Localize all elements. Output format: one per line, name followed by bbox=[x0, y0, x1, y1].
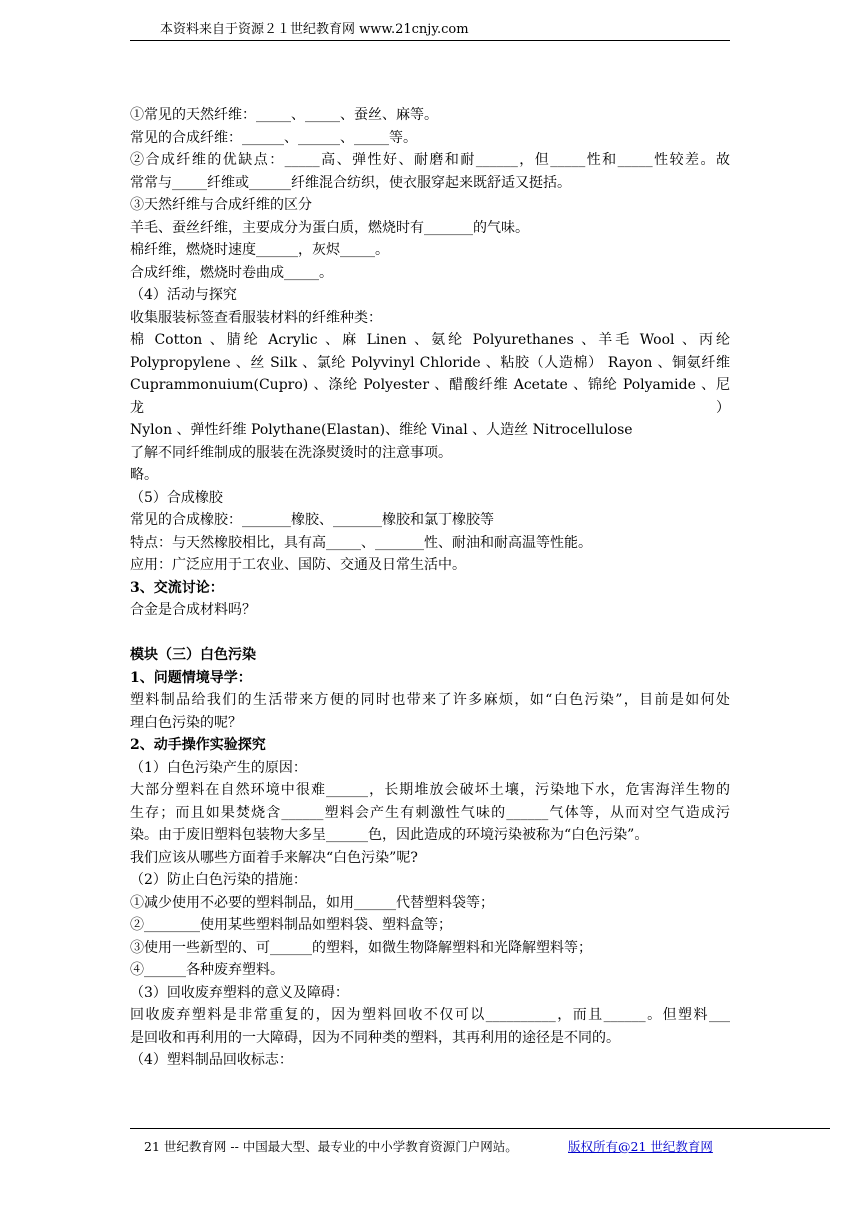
text-line: 棉 Cotton 、腈纶 Acrylic 、麻 Linen 、氨纶 Polyurethanes 、羊毛 Wool 、丙纶 bbox=[130, 332, 730, 348]
text-line: 塑料制品给我们的生活带来方便的同时也带来了许多麻烦，如“白色污染”，目前是如何处 bbox=[130, 692, 730, 708]
text-line: 染。由于废旧塑料包装物大多呈______色，因此造成的环境污染被称为“白色污染”。 bbox=[130, 827, 649, 843]
section-heading: （4）活动与探究 bbox=[130, 287, 237, 303]
section-heading: （2）防止白色污染的措施： bbox=[130, 872, 307, 888]
section-heading: （5）合成橡胶 bbox=[130, 489, 223, 506]
text-line: 合成纤维，燃烧时卷曲成_____。 bbox=[130, 264, 333, 281]
text-line: ③天然纤维与合成纤维的区分 bbox=[130, 197, 312, 213]
text-line: ②合成纤维的优缺点：_____高、弹性好、耐磨和耐______，但_____性和_____性较差。故 bbox=[130, 152, 730, 168]
text-line: 棉纤维，燃烧时速度______，灰烬_____。 bbox=[130, 242, 389, 258]
text-line: 理白色污染的呢？ bbox=[130, 714, 242, 731]
section-heading: （4）塑料制品回收标志： bbox=[130, 1052, 293, 1068]
text-line: 略。 bbox=[130, 467, 158, 483]
text-line: Nylon 、弹性纤维 Polythane(Elastan)、维纶 Vinal 、人造丝 Nitrocellulose bbox=[130, 422, 633, 438]
text-line: 合金是合成材料吗？ bbox=[130, 602, 256, 618]
module-heading: 模块（三）白色污染 bbox=[130, 647, 256, 663]
text-line: ①常见的天然纤维：_____、_____、蚕丝、麻等。 bbox=[130, 107, 438, 123]
text-line: Polypropylene 、丝 Silk 、氯纶 Polyvinyl Chloride 、粘胶（人造棉） Rayon 、铜氨纤维 bbox=[130, 354, 730, 371]
text-line: ②________使用某些塑料制品如塑料袋、塑料盒等； bbox=[130, 917, 452, 933]
document-body bbox=[130, 104, 730, 1072]
text-line: 大部分塑料在自然环境中很难______，长期堆放会破坏土壤，污染地下水，危害海洋生物的 bbox=[130, 782, 730, 798]
section-heading: （1）白色污染产生的原因： bbox=[130, 759, 307, 776]
page-header bbox=[130, 22, 730, 41]
text-line: 是回收和再利用的一大障碍，因为不同种类的塑料，其再利用的途径是不同的。 bbox=[130, 1029, 620, 1046]
text-line: 了解不同纤维制成的服装在洗涤熨烫时的注意事项。 bbox=[130, 444, 452, 461]
text-line: ①减少使用不必要的塑料制品，如用______代替塑料袋等； bbox=[130, 894, 494, 911]
page-footer bbox=[130, 1128, 830, 1153]
text-line: 回收废弃塑料是非常重复的，因为塑料回收不仅可以__________，而且______。但塑料___ bbox=[130, 1007, 730, 1023]
footer-text: 21 世纪教育网 -- 中国最大型、最专业的中小学教育资源门户网站。 bbox=[144, 1139, 518, 1154]
header-text: 本资料来自于资源２１世纪教育网 www.21cnjy.com bbox=[160, 22, 469, 37]
text-line: 应用：广泛应用于工农业、国防、交通及日常生活中。 bbox=[130, 557, 466, 573]
text-line: 羊毛、蚕丝纤维，主要成分为蛋白质，燃烧时有_______的气味。 bbox=[130, 219, 529, 236]
text-line: 生存；而且如果焚烧含______塑料会产生有刺激性气味的______气体等，从而对空气造成污 bbox=[130, 804, 730, 821]
text-line: 常见的合成橡胶：_______橡胶、_______橡胶和氯丁橡胶等 bbox=[130, 512, 494, 528]
text-line: ④______各种废弃塑料。 bbox=[130, 962, 284, 978]
text-line: 常常与_____纤维或______纤维混合纺织，使衣服穿起来既舒适又挺括。 bbox=[130, 174, 571, 191]
text-line: 常见的合成纤维：______、______、_____等。 bbox=[130, 129, 417, 146]
copyright-link[interactable]: 版权所有@21 世纪教育网 bbox=[568, 1139, 713, 1154]
section-heading: 3、交流讨论： bbox=[130, 579, 224, 596]
text-line: Cuprammonuium(Cupro) 、涤纶 Polyester 、醋酸纤维 Acetate 、锦纶 Polyamide 、尼龙） bbox=[130, 377, 730, 416]
blank-line bbox=[130, 622, 730, 645]
text-line: ③使用一些新型的、可______的塑料，如微生物降解塑料和光降解塑料等； bbox=[130, 939, 592, 956]
text-line: 我们应该从哪些方面着手来解决“白色污染”呢? bbox=[130, 849, 418, 866]
text-line: 收集服装标签查看服装材料的纤维种类： bbox=[130, 309, 382, 326]
section-heading: 1、问题情境导学： bbox=[130, 669, 252, 686]
section-heading: （3）回收废弃塑料的意义及障碍： bbox=[130, 984, 349, 1001]
text-line: 特点：与天然橡胶相比，具有高_____、_______性、耐油和耐高温等性能。 bbox=[130, 534, 592, 551]
section-heading: 2、动手操作实验探究 bbox=[130, 737, 266, 753]
